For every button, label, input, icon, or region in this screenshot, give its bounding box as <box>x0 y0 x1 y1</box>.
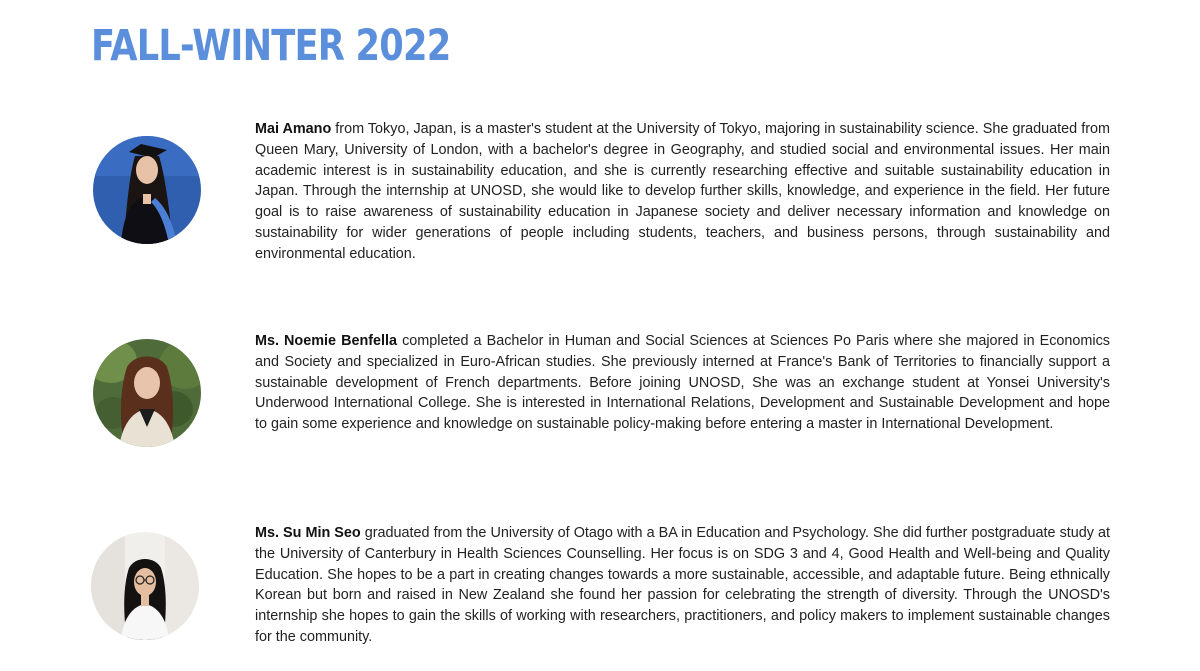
portrait-photo-icon <box>93 339 201 447</box>
intern-bio-text: from Tokyo, Japan, is a master's student at the University of Tokyo, majoring in sustainability science. She graduated from Queen Mary, University of London, with a bachelor's degree in Geography, and studied social and environmental issues. Her main academic interest is in sustainability education, and she is currently researching effective and suitable sustainability education in Japan. Through the internship at UNOSD, she would like to develop further skills, knowledge, and experience in the field. Her future goal is to raise awareness of sustainability education in Japanese society and deliver necessary information and knowledge on sustainability for wider generations of people including students, teachers, and business persons, through sustainability and environmental education. <box>255 121 1110 262</box>
portrait-photo-icon <box>91 532 199 640</box>
intern-name: Ms. Su Min Seo <box>255 525 361 541</box>
intern-name: Mai Amano <box>255 121 332 137</box>
intern-bio-text: completed a Bachelor in Human and Social Sciences at Sciences Po Paris where she majored in Economics and Society and specialized in Euro-African studies. She previously interned at France's Bank of Territories to financially support a sustainable development of French departments. Before joining UNOSD, She was an exchange student at Yonsei University's Underwood International College. She is interested in International Relations, Development and Sustainable Development and hope to gain some experience and knowledge on sustainable policy-making before entering a master in International Development. <box>255 333 1111 433</box>
intern-bio <box>255 331 1110 435</box>
intern-name: Ms. Noemie Benfella <box>255 333 398 349</box>
intern-bio-text: graduated from the University of Otago with a BA in Education and Psychology. She did further postgraduate study at the University of Canterbury in Health Sciences Counselling. Her focus is on SDG 3 and 4, Good Health and Well-being and Quality Education. She hopes to be a part in creating changes towards a more sustainable, accessible, and adaptable future. Being ethnically Korean but born and raised in New Zealand she found her passion for celebrating the strength of diversity. Through the UNOSD's internship she hopes to gain the skills of working with researchers, practitioners, and policy makers to implement sustainable changes for the community. <box>255 525 1111 645</box>
page-title: FALL-WINTER 2022 <box>91 21 451 71</box>
avatar <box>93 339 201 447</box>
intern-bio <box>255 523 1110 648</box>
portrait-photo-icon <box>93 136 201 244</box>
avatar <box>91 532 199 640</box>
intern-bio <box>255 119 1110 265</box>
avatar <box>93 136 201 244</box>
